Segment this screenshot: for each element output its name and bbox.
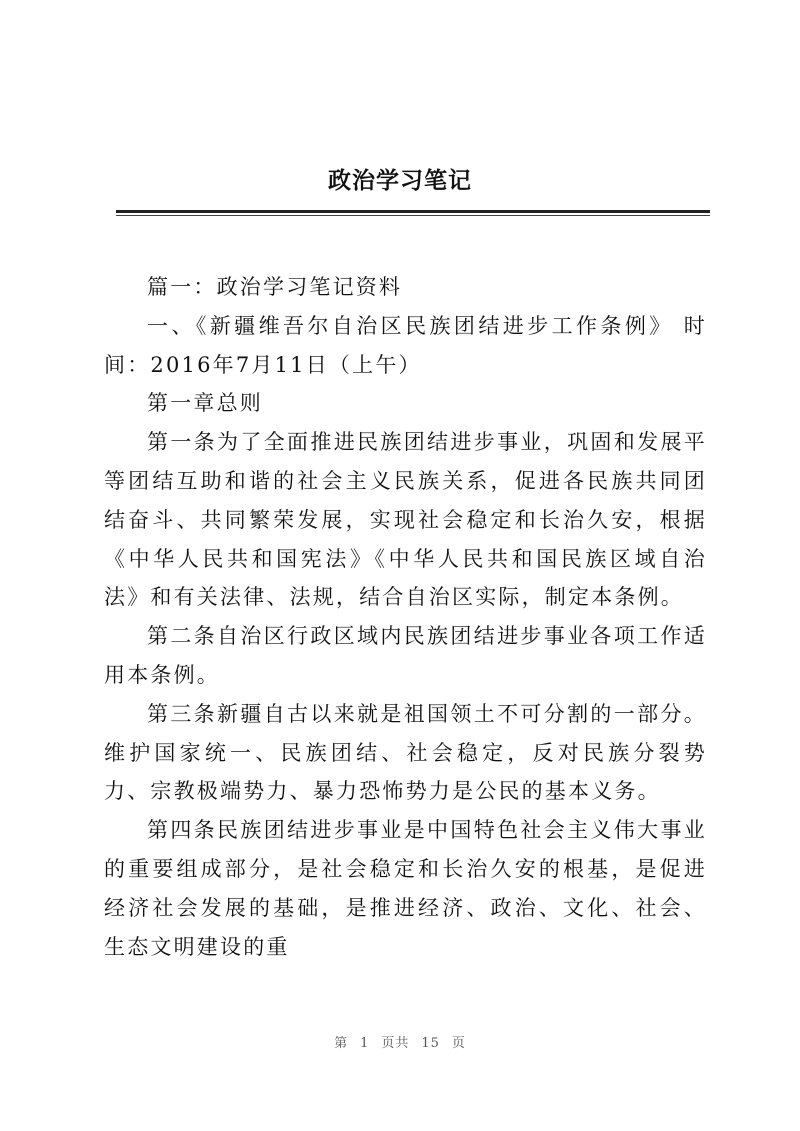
document-body — [104, 268, 707, 966]
document-title: 政治学习笔记 — [328, 167, 472, 194]
section-heading: 篇一：政治学习笔记资料 — [147, 275, 403, 299]
article-paragraph: 第三条新疆自古以来就是祖国领土不可分割的一部分。维护国家统一、民族团结、社会稳定，反对民族分裂势力、宗教极端势力、暴力恐怖势力是公民的基本义务。 — [104, 701, 707, 804]
title-divider-thin — [116, 215, 710, 216]
page-total: 15 — [421, 1036, 440, 1051]
page-footer — [0, 1032, 800, 1051]
article-paragraph: 第一条为了全面推进民族团结进步事业，巩固和发展平等团结互助和谐的社会主义民族关系，促进各民族共同团结奋斗、共同繁荣发展，实现社会稳定和长治久安，根据《中华人民共和国宪法》《中华人民共和国民族区域自治法》和有关法律、法规，结合自治区实际，制定本条例。 — [104, 430, 707, 610]
chapter-heading: 第一章总则 — [147, 391, 263, 416]
title-divider — [116, 210, 710, 213]
footer-suffix: 页 — [451, 1036, 466, 1051]
page-number: 1 — [360, 1036, 370, 1051]
footer-middle: 页共 — [381, 1036, 410, 1051]
article-paragraph: 第四条民族团结进步事业是中国特色社会主义伟大事业的重要组成部分，是社会稳定和长治久安的根基，是促进经济社会发展的基础，是推进经济、政治、文化、社会、生态文明建设的重 — [104, 818, 707, 959]
article-paragraph: 第二条自治区行政区域内民族团结进步事业各项工作适用本条例。 — [104, 624, 707, 687]
subsection-heading: 一、《新疆维吾尔自治区民族团结进步工作条例》 时间：2016年7月11日（上午） — [104, 313, 707, 377]
footer-prefix: 第 — [334, 1036, 349, 1051]
